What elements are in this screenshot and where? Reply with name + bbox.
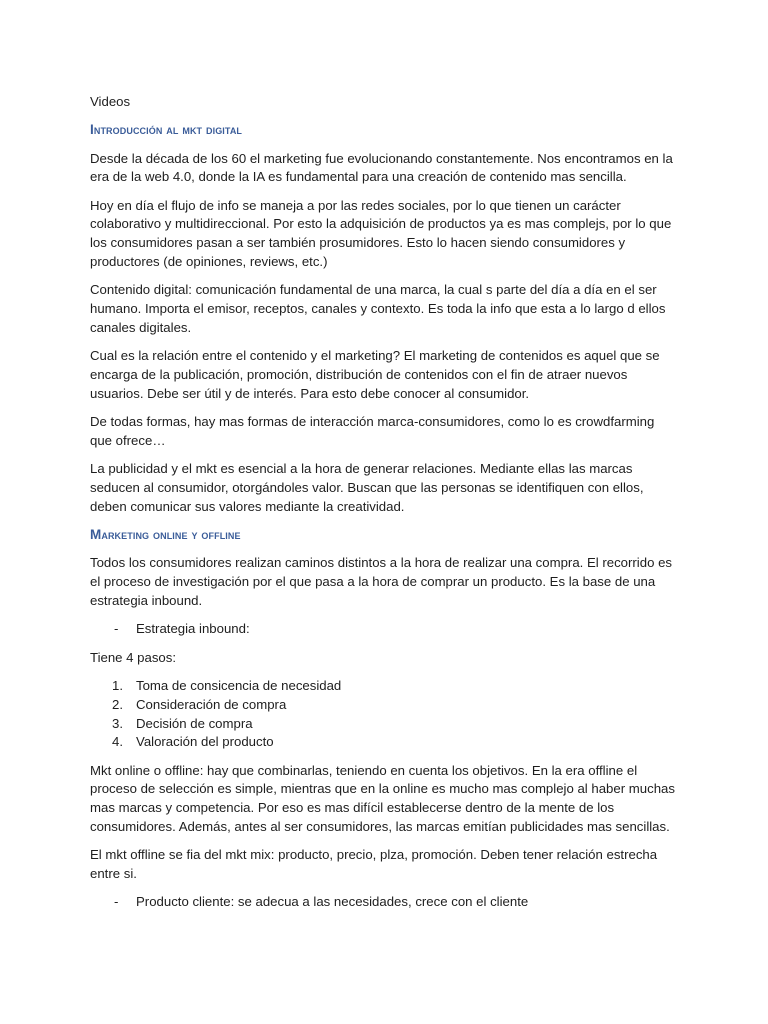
bullet-dash: -	[114, 894, 119, 910]
section-heading-intro: Introducción al mkt digital	[90, 122, 243, 138]
numbered-list	[90, 677, 680, 752]
list-item-text: Consideración de compra	[136, 696, 287, 712]
paragraph: El mkt offline se fia del mkt mix: producto, precio, plza, promoción. Deben tener relación estrecha entre si.	[90, 847, 658, 882]
paragraph: Desde la década de los 60 el marketing fue evolucionando constantemente. Nos encontramos en la era de la web 4.0, donde la IA es fundamental para una creación de contenido mas sencilla.	[90, 150, 673, 185]
list-item	[90, 620, 680, 639]
list-number: 1.	[112, 677, 123, 693]
section-heading-online-offline: Marketing online y offline	[90, 527, 241, 543]
list-item	[90, 715, 680, 734]
list-item-text: Estrategia inbound:	[136, 621, 250, 637]
list-item	[90, 733, 680, 752]
paragraph: Tiene 4 pasos:	[90, 649, 177, 665]
document-title: Videos	[90, 94, 131, 109]
paragraph: Cual es la relación entre el contenido y el marketing? El marketing de contenidos es aquel que se encarga de la publicación, promoción, distribución de contenidos con el fin de atraer nuevos usuarios. Debe ser útil y de interés. Para esto debe conocer al consumidor.	[90, 348, 660, 401]
paragraph: Contenido digital: comunicación fundamental de una marca, la cual s parte del día a día en el ser humano. Importa el emisor, receptos, canales y contexto. Es toda la info que esta a lo largo d ellos canales digitales.	[90, 282, 666, 335]
list-number: 2.	[112, 696, 123, 712]
list-number: 3.	[112, 715, 123, 731]
list-item-text: Decisión de compra	[136, 715, 253, 731]
paragraph: De todas formas, hay mas formas de interacción marca-consumidores, como lo es crowdfarming que ofrece…	[90, 414, 655, 448]
list-item-text: Toma de consicencia de necesidad	[136, 677, 342, 693]
paragraph: Hoy en día el flujo de info se maneja a por las redes sociales, por lo que tienen un carácter colaborativo y multidireccional. Por esto la adquisición de productos ya es mas complejs, por lo que los consumidores pasan a ser también prosumidores. Esto lo hacen siendo consumidores y productores (de opiniones, reviews, etc.)	[90, 197, 672, 270]
bullet-dash: -	[114, 621, 119, 637]
list-number: 4.	[112, 734, 123, 750]
bullet-list	[90, 620, 680, 639]
bullet-list	[90, 893, 680, 912]
paragraph: La publicidad y el mkt es esencial a la hora de generar relaciones. Mediante ellas las marcas seducen al consumidor, otorgándoles valor. Buscan que las personas se identifiquen con ellos, deben comunicar sus valores mediante la creatividad.	[90, 461, 644, 514]
list-item-text: Valoración del producto	[136, 734, 274, 750]
paragraph: Todos los consumidores realizan caminos distintos a la hora de realizar una compra. El recorrido es el proceso de investigación por el que pasa a la hora de comprar un producto. Es la base de una estrategia inbound.	[90, 555, 672, 609]
list-item	[90, 696, 680, 715]
list-item-text: Producto cliente: se adecua a las necesidades, crece con el cliente	[136, 894, 529, 910]
list-item	[90, 677, 680, 696]
list-item	[90, 893, 680, 912]
paragraph: Mkt online o offline: hay que combinarlas, teniendo en cuenta los objetivos. En la era offline el proceso de selección es simple, mientras que en la online es mucho mas complejo al haber muchas mas marcas y competencia. Por eso es mas difícil establecerse dentro de la mente de los consumidores. Además, antes al ser consumidores, las marcas emitían publicidades mas sencillas.	[90, 762, 675, 834]
